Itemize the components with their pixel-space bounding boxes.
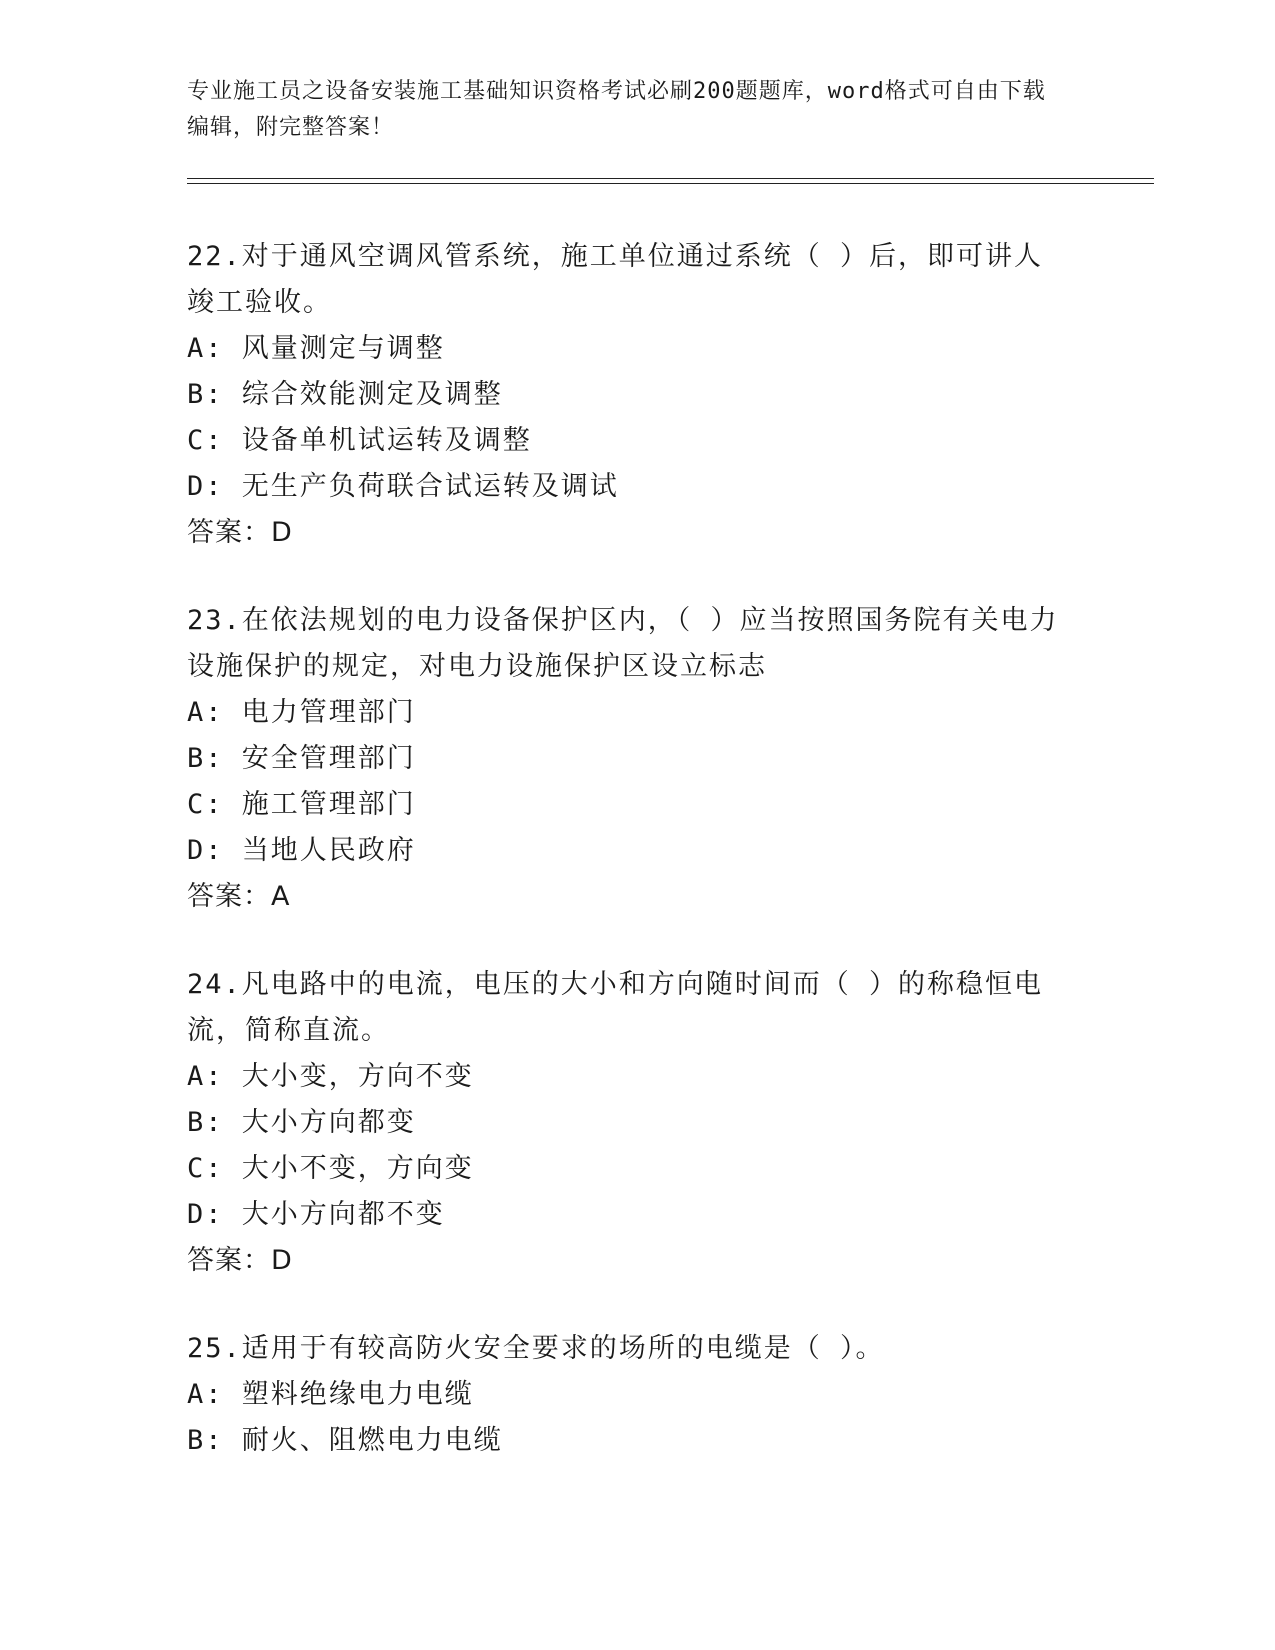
question-text: 23.在依法规划的电力设备保护区内，（ ）应当按照国务院有关电力设施保护的规定，对电力设施保护区设立标志 [187,605,1059,682]
question-text: 22.对于通风空调风管系统，施工单位通过系统（ ）后，即可讲人竣工验收。 [187,241,1044,318]
option-d: D: 当地人民政府 [187,835,416,866]
answer-line: 答案：D [187,517,293,548]
option-d: D: 无生产负荷联合试运转及调试 [187,471,619,502]
question-23 [187,598,1067,920]
header-title: 专业施工员之设备安装施工基础知识资格考试必刷200题题库，word格式可自由下载编辑，附完整答案！ [187,79,1046,140]
option-d: D: 大小方向都不变 [187,1199,445,1230]
option-a: A: 塑料绝缘电力电缆 [187,1379,474,1410]
answer-line: 答案：A [187,881,291,912]
question-24 [187,962,1067,1284]
option-a: A: 大小变，方向不变 [187,1061,474,1092]
option-a: A: 风量测定与调整 [187,333,445,364]
document-header [187,74,1067,146]
question-22 [187,234,1067,556]
question-text: 24.凡电路中的电流，电压的大小和方向随时间而（ ）的称稳恒电流，简称直流。 [187,969,1044,1046]
option-b: B: 耐火、阻燃电力电缆 [187,1425,503,1456]
header-divider-bottom [187,183,1154,184]
option-c: C: 施工管理部门 [187,789,416,820]
question-25 [187,1326,1067,1464]
header-divider-top [187,178,1154,179]
option-b: B: 综合效能测定及调整 [187,379,503,410]
option-a: A: 电力管理部门 [187,697,416,728]
question-text: 25.适用于有较高防火安全要求的场所的电缆是（ ）。 [187,1333,885,1364]
option-b: B: 大小方向都变 [187,1107,416,1138]
option-b: B: 安全管理部门 [187,743,416,774]
answer-line: 答案：D [187,1245,293,1276]
option-c: C: 设备单机试运转及调整 [187,425,532,456]
option-c: C: 大小不变，方向变 [187,1153,474,1184]
